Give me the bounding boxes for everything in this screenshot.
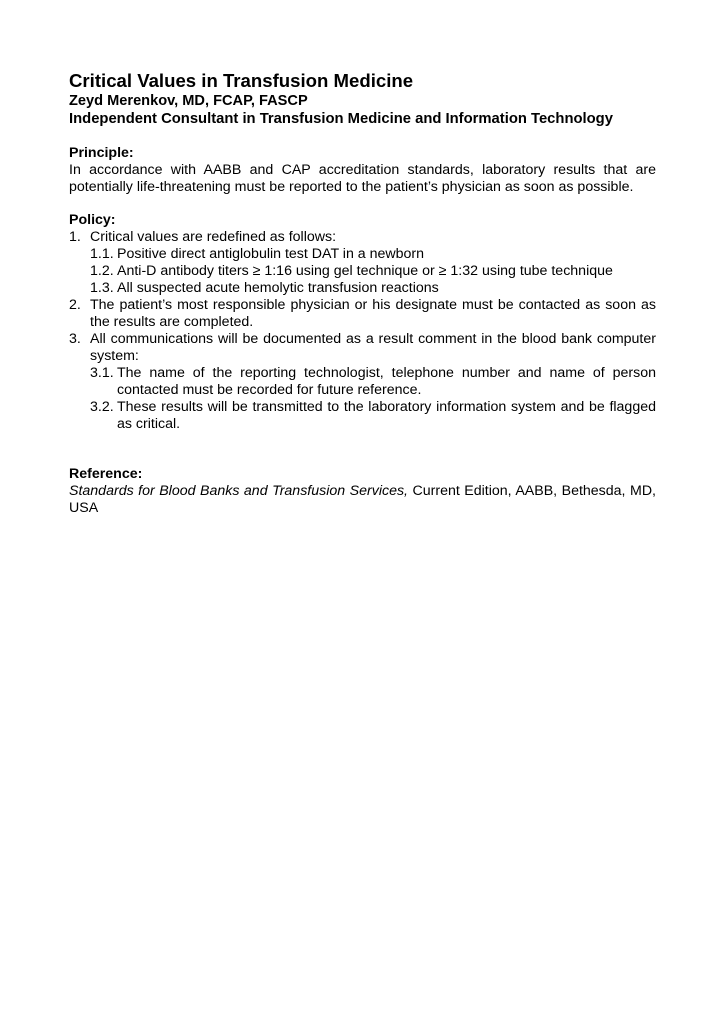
policy-subitem-text: All suspected acute hemolytic transfusion reactions	[117, 280, 439, 296]
principle-text: In accordance with AABB and CAP accreditation standards, laboratory results that are potentially life-threatening must be reported to the patient’s physician as soon as possible.	[69, 162, 656, 195]
policy-item	[69, 331, 656, 365]
policy-item	[69, 297, 656, 331]
policy-subitem-number: 1.1.	[90, 246, 114, 262]
document-page	[69, 70, 656, 517]
policy-item-number: 1.	[69, 229, 81, 245]
principle-section	[69, 145, 656, 196]
policy-subitem-number: 1.2.	[90, 263, 114, 279]
spacer	[69, 196, 656, 212]
policy-subitem	[90, 263, 656, 280]
document-title: Critical Values in Transfusion Medicine	[69, 70, 414, 91]
policy-subitem-number: 1.3.	[90, 280, 114, 296]
policy-heading: Policy:	[69, 212, 116, 228]
policy-subitem	[90, 246, 656, 263]
author-line: Zeyd Merenkov, MD, FCAP, FASCP	[69, 93, 308, 109]
policy-subitem-text: Positive direct antiglobulin test DAT in a newborn	[117, 246, 425, 262]
affiliation-line: Independent Consultant in Transfusion Medicine and Information Technology	[69, 111, 613, 127]
policy-subitem-number: 3.2.	[90, 399, 114, 415]
principle-heading: Principle:	[69, 145, 134, 161]
policy-subitem-text: The name of the reporting technologist, telephone number and name of person contacted must be recorded for future reference.	[117, 365, 656, 398]
policy-item-number: 3.	[69, 331, 81, 347]
policy-subitem-number: 3.1.	[90, 365, 114, 381]
reference-title: Standards for Blood Banks and Transfusion Services,	[69, 483, 408, 499]
policy-subitem	[90, 399, 656, 433]
reference-heading: Reference:	[69, 466, 143, 482]
policy-item-number: 2.	[69, 297, 81, 313]
policy-item-text: The patient’s most responsible physician or his designate must be contacted as soon as the results are completed.	[90, 297, 656, 330]
policy-subitem	[90, 365, 656, 399]
spacer	[69, 128, 656, 145]
policy-subitem	[90, 280, 656, 297]
policy-item-text: Critical values are redefined as follows:	[90, 229, 337, 245]
policy-item	[69, 229, 656, 246]
reference-text	[69, 483, 656, 517]
policy-subitem-text: These results will be transmitted to the laboratory information system and be flagged as critical.	[117, 399, 656, 432]
reference-section	[69, 466, 656, 517]
policy-list	[69, 229, 656, 433]
policy-section	[69, 212, 656, 433]
policy-subitem-text: Anti-D antibody titers ≥ 1:16 using gel technique or ≥ 1:32 using tube technique	[117, 263, 613, 279]
spacer	[69, 433, 656, 466]
policy-item-text: All communications will be documented as a result comment in the blood bank computer system:	[90, 331, 656, 364]
reference-details: Current Edition, AABB, Bethesda, MD, USA	[69, 483, 657, 516]
